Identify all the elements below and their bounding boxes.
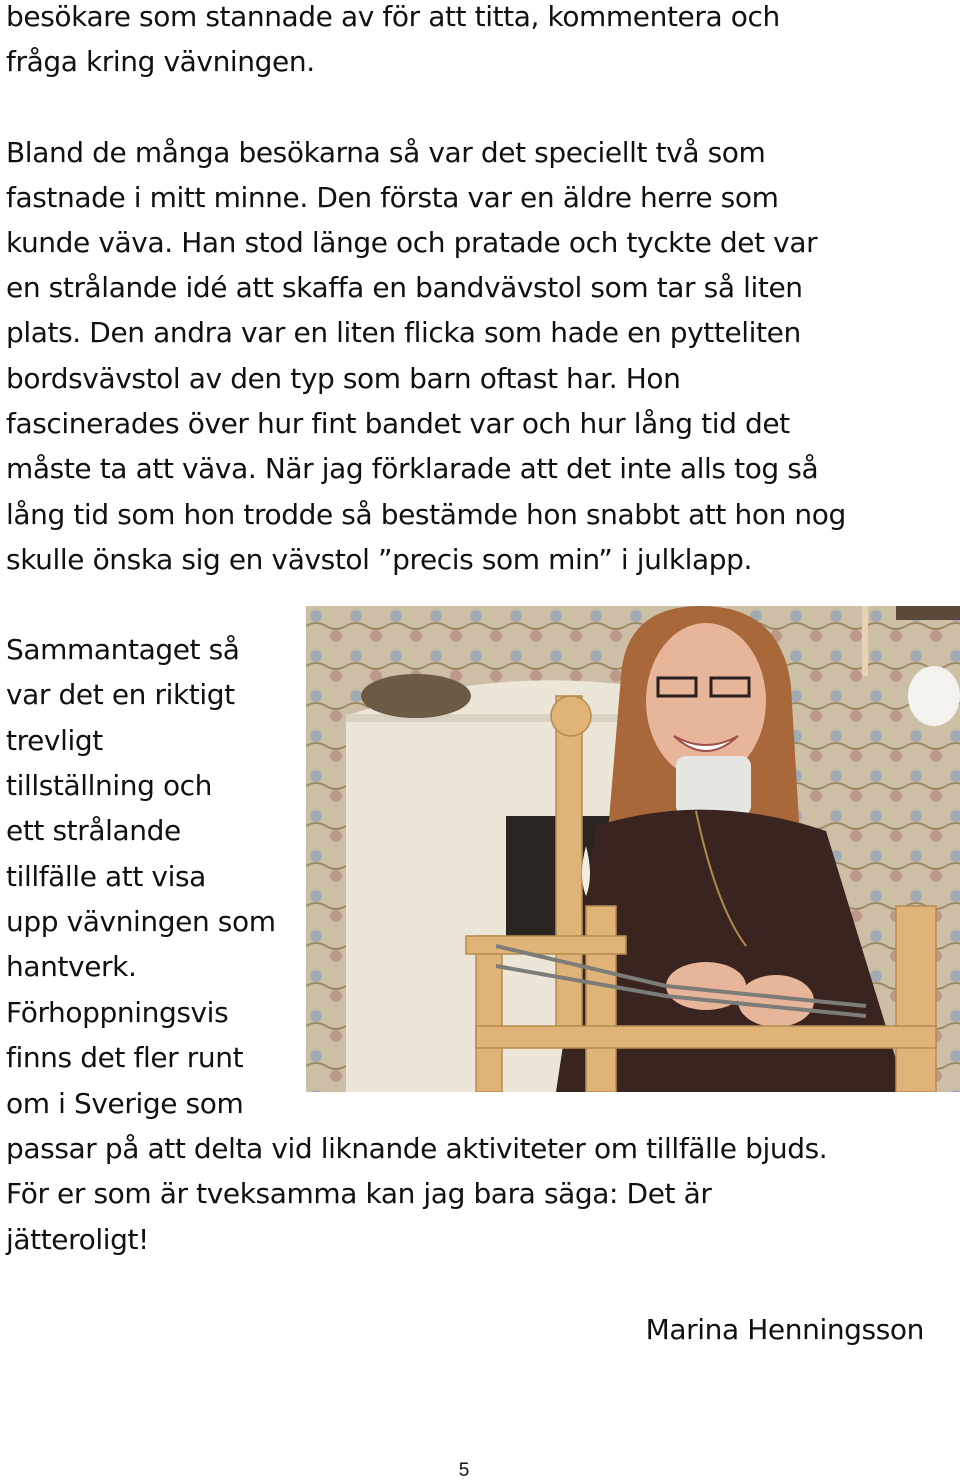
text-line: ett strålande [6,814,181,847]
text-line: finns det fler runt [6,1041,244,1074]
text-line: om i Sverige som [6,1087,244,1120]
page-number: 5 [458,1460,470,1481]
weaving-photo [306,606,960,1092]
text-line: Sammantaget så [6,633,240,666]
text-line: fastnade i mitt minne. Den första var en äldre herre som [6,181,779,214]
text-line: bordsvävstol av den typ som barn oftast har. Hon [6,362,681,395]
text-line: För er som är tveksamma kan jag bara säga: Det är [6,1177,712,1210]
text-line: fråga kring vävningen. [6,45,315,78]
text-line: var det en riktigt [6,678,235,711]
text-line: fascinerades över hur fint bandet var och hur lång tid det [6,407,790,440]
text-line: hantverk. [6,950,137,983]
weaving-photo-illustration [306,606,960,1092]
text-line: lång tid som hon trodde så bestämde hon snabbt att hon nog [6,498,846,531]
text-line: Bland de många besökarna så var det speciellt två som [6,136,766,169]
text-line: en strålande idé att skaffa en bandvävstol som tar så liten [6,271,803,304]
text-line: måste ta att väva. När jag förklarade att det inte alls tog så [6,452,819,485]
text-line: plats. Den andra var en liten flicka som hade en pytteliten [6,316,801,349]
text-line: kunde väva. Han stod länge och pratade och tyckte det var [6,226,818,259]
text-line: tillfälle att visa [6,860,206,893]
text-line: passar på att delta vid liknande aktiviteter om tillfälle bjuds. [6,1132,828,1165]
woman-face [646,623,766,779]
text-line: jätteroligt! [6,1223,149,1256]
text-line: Förhoppningsvis [6,996,229,1029]
author-signature: Marina Henningsson [645,1313,924,1346]
text-line: tillställning och [6,769,213,802]
text-line: trevligt [6,724,103,757]
text-line: skulle önska sig en vävstol ”precis som min” i julklapp. [6,543,753,576]
text-line: upp vävningen som [6,905,276,938]
text-line: besökare som stannade av för att titta, kommentera och [6,0,780,33]
